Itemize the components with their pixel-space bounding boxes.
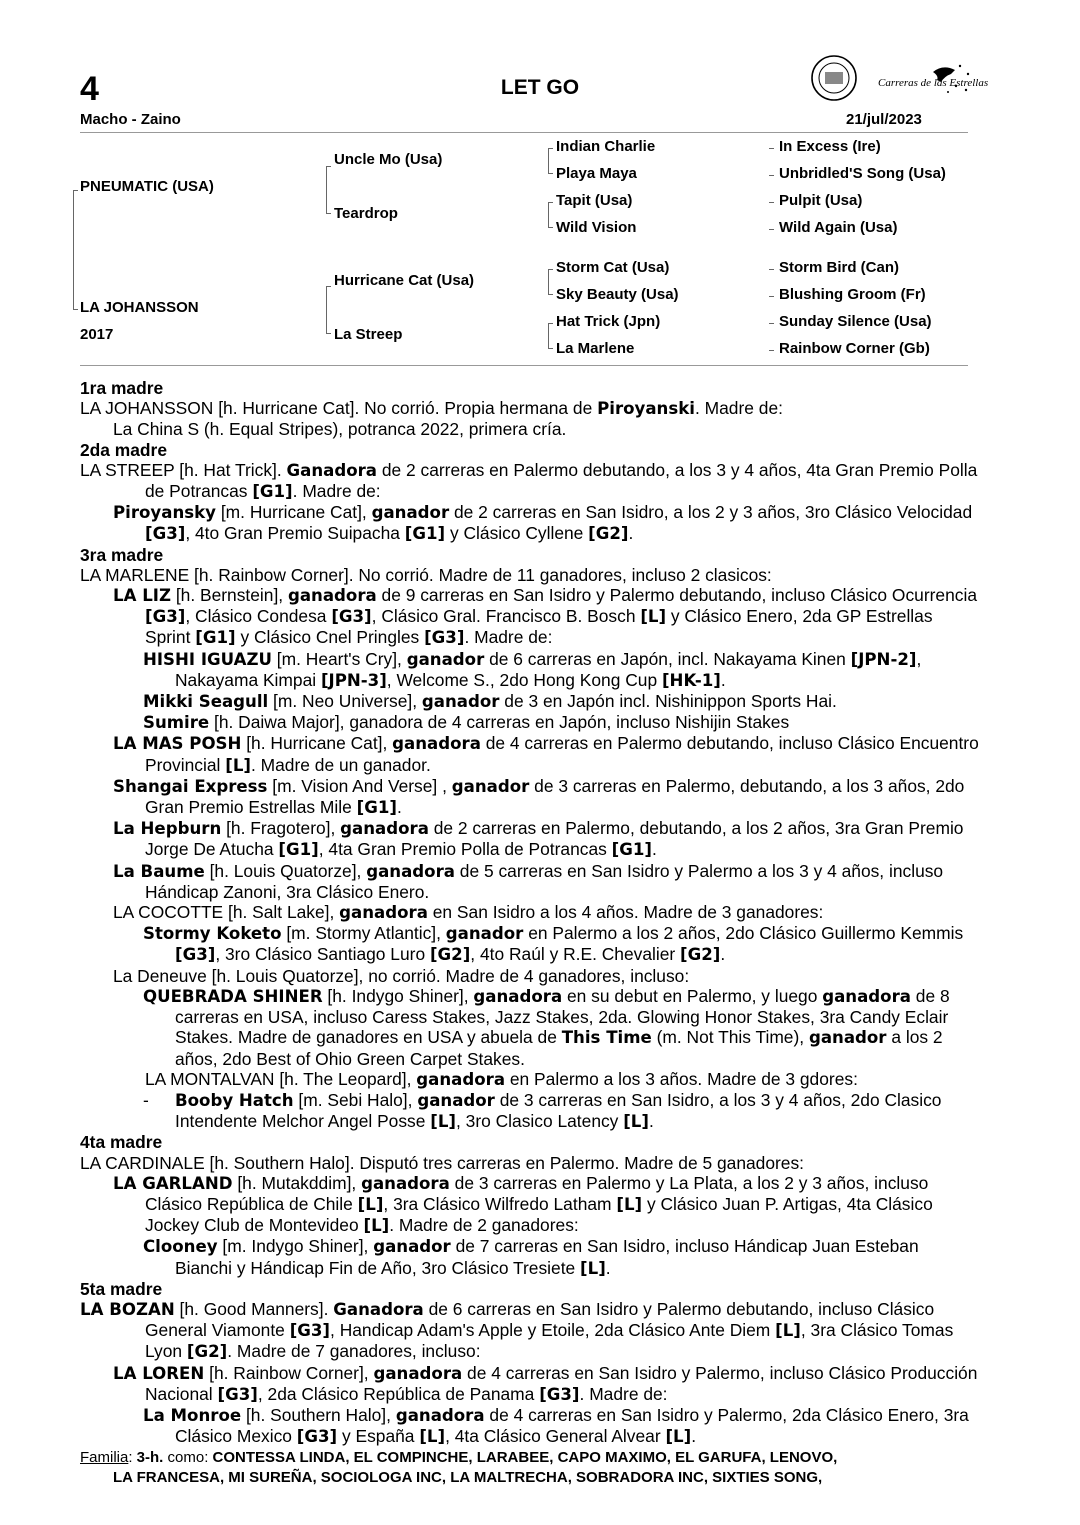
produce-entry: QUEBRADA SHINER [h. Indygo Shiner], ganadora en su debut en Palermo, y luego ganadora de 8 carreras en USA, incluso Caress Stakes, Jazz Stakes, 2da. Glowing Honor Stakes, 3ra Candy Eclair Stakes. Madre de ganadores en USA y abuela de This Time (m. Not This Time), ganador a los 2 años, 2do Best of Ohio Green Carpet Stakes.: [143, 985, 950, 1069]
produce-entry: La Monroe [h. Southern Halo], ganadora de 4 carreras en San Isidro y Palermo, 2da Clásico Enero, 3ra Clásico Mexico [G3] y España [L], 4ta Clásico General Alvear [L].: [143, 1404, 969, 1447]
logo: [808, 56, 989, 106]
produce-entry: LA COCOTTE [h. Salt Lake], ganadora en San Isidro a los 4 años. Madre de 3 ganadores:: [113, 902, 824, 923]
header-rule: [80, 132, 968, 133]
produce-entry: Mikki Seagull [m. Neo Universe], ganador de 3 en Japón incl. Nishinippon Sports Hai.: [143, 691, 837, 712]
ped-g4-2: Unbridled'S Song (Usa): [779, 165, 946, 182]
horse-name: LET GO: [500, 76, 580, 99]
produce-entry: LA MONTALVAN [h. The Leopard], ganadora en Palermo a los 3 años. Madre de 3 gdores:: [145, 1068, 858, 1089]
ped-g4-4: Wild Again (Usa): [779, 219, 898, 236]
dam-entry: LA JOHANSSON [h. Hurricane Cat]. No corrió. Propia hermana de Piroyanski. Madre de:: [80, 398, 783, 419]
ped-g3-6: Sky Beauty (Usa): [556, 286, 679, 303]
ped-g3-5: Storm Cat (Usa): [556, 259, 670, 276]
ped-dam: LA JOHANSSON: [80, 299, 199, 316]
ped-g4-6: Blushing Groom (Fr): [779, 286, 926, 303]
ped-bracket-g1: [73, 190, 78, 310]
produce-entry: LA LIZ [h. Bernstein], ganadora de 9 carreras en San Isidro y Palermo debutando, incluso Clásico Ocurrencia [G3], Clásico Condesa [G3], Clásico Gral. Francisco B. Bosch [L] y Clásico Enero, 2da GP Estrellas Sprint [G1] y Clásico Cnel Pringles [G3]. Madre de:: [113, 585, 977, 648]
ped-g4-3: Pulpit (Usa): [779, 192, 863, 209]
ped-g4-8: Rainbow Corner (Gb): [779, 340, 930, 357]
ped-g2-1: Uncle Mo (Usa): [334, 151, 443, 168]
produce-entry: LA LOREN [h. Rainbow Corner], ganadora de 4 carreras en San Isidro y Palermo, incluso Clásico Producción Nacional [G3], 2da Clásico República de Panama [G3]. Madre de:: [113, 1362, 978, 1404]
catalog-number: 4: [80, 70, 99, 108]
ped-dash: [769, 202, 774, 203]
pedigree-rule: [80, 365, 968, 366]
ped-g4-7: Sunday Silence (Usa): [779, 313, 932, 330]
ped-dash: [769, 269, 774, 270]
ped-g3-4: Wild Vision: [556, 219, 637, 236]
produce-record: [80, 378, 980, 1488]
logo-emblem-icon: [808, 56, 989, 106]
sale-date: 21/jul/2023: [846, 111, 922, 128]
ped-g2-4: La Streep: [334, 326, 403, 343]
ped-bracket-g2a: [326, 166, 331, 214]
ped-bracket-g3a: [548, 148, 553, 174]
ped-bracket-g2b: [326, 286, 331, 334]
logo-text: Carreras de las Estrellas: [878, 77, 989, 89]
ped-g3-7: Hat Trick (Jpn): [556, 313, 661, 330]
produce-entry: HISHI IGUAZU [m. Heart's Cry], ganador de 6 carreras en Japón, incl. Nakayama Kinen [JPN-2], Nakayama Kimpai [JPN-3], Welcome S., 2do Hong Kong Cup [HK-1].: [143, 648, 922, 690]
ped-bracket-g3d: [548, 323, 553, 349]
familia-line: Familia: 3-h. como: CONTESSA LINDA, EL COMPINCHE, LARABEE, CAPO MAXIMO, EL GARUFA, LENOVO,: [80, 1449, 838, 1467]
dam-entry: LA CARDINALE [h. Southern Halo]. Disputó tres carreras en Palermo. Madre de 5 ganadores:: [80, 1152, 805, 1173]
produce-entry: LA GARLAND [h. Mutakddim], ganadora de 3 carreras en Palermo y La Plata, a los 2 y 3 años, incluso Clásico República de Chile [L], 3ra Clásico Wilfredo Latham [L] y Clásico Juan P. Artigas, 4ta Clásico Jockey Club de Montevideo [L]. Madre de 2 ganadores:: [113, 1172, 933, 1236]
produce-entry: - Booby Hatch [m. Sebi Halo], ganador de 3 carreras en San Isidro, a los 3 y 4 años, 2do Clasico Intendente Melchor Angel Posse [L], 3ro Clasico Latency [L].: [143, 1089, 942, 1132]
ped-dash: [769, 229, 774, 230]
section-heading: 3ra madre: [80, 544, 164, 565]
ped-dash: [769, 323, 774, 324]
section-heading: 5ta madre: [80, 1278, 163, 1299]
produce-entry: Shangai Express [m. Vision And Verse] , ganador de 3 carreras en Palermo, debutando, a los 3 años, 2do Gran Premio Estrellas Mile [G1].: [113, 775, 965, 818]
ped-bracket-g3b: [548, 202, 553, 228]
dam-entry: LA STREEP [h. Hat Trick]. Ganadora de 2 carreras en Palermo debutando, a los 3 y 4 años, 4ta Gran Premio Polla de Potrancas [G1]. Madre de:: [80, 459, 978, 502]
produce-entry: La Hepburn [h. Fragotero], ganadora de 2 carreras en Palermo, debutando, a los 2 años, 3ra Gran Premio Jorge De Atucha [G1], 4ta Gran Premio Polla de Potrancas [G1].: [113, 818, 964, 860]
ped-g3-1: Indian Charlie: [556, 138, 656, 155]
ped-dash: [769, 296, 774, 297]
ped-sire: PNEUMATIC (USA): [80, 178, 214, 195]
produce-entry: La China S (h. Equal Stripes), potranca 2022, primera cría.: [113, 419, 567, 440]
ped-g2-3: Hurricane Cat (Usa): [334, 272, 475, 289]
dam-entry: LA BOZAN [h. Good Manners]. Ganadora de 6 carreras en San Isidro y Palermo debutando, incluso Clásico General Viamonte [G3], Handicap Adam's Apple y Etoile, 2da Clásico Ante Diem [L], 3ra Clásico Tomas Lyon [G2]. Madre de 7 ganadores, incluso:: [80, 1298, 954, 1362]
section-heading: 4ta madre: [80, 1132, 163, 1153]
ped-dash: [769, 148, 774, 149]
produce-entry: La Baume [h. Louis Quatorze], ganadora de 5 carreras en San Isidro y Palermo a los 3 y 4 años, incluso Hándicap Zanoni, 3ra Clásico Enero.: [113, 860, 944, 902]
ped-g2-2: Teardrop: [334, 205, 398, 222]
ped-dam-year: 2017: [80, 326, 114, 343]
produce-entry: La Deneuve [h. Louis Quatorze], no corrió. Madre de 4 ganadores, incluso:: [113, 965, 690, 986]
familia-line: LA FRANCESA, MI SUREÑA, SOCIOLOGA INC, LA MALTRECHA, SOBRADORA INC, SIXTIES SONG,: [113, 1469, 823, 1487]
produce-entry: LA MAS POSH [h. Hurricane Cat], ganadora de 4 carreras en Palermo debutando, incluso Clásico Encuentro Provincial [L]. Madre de un ganador.: [113, 733, 979, 775]
produce-entry: Sumire [h. Daiwa Major], ganadora de 4 carreras en Japón, incluso Nishijin Stakes: [143, 712, 790, 733]
section-heading: 2da madre: [80, 439, 167, 460]
produce-entry: Stormy Koketo [m. Stormy Atlantic], ganador en Palermo a los 2 años, 2do Clásico Guillermo Kemmis [G3], 3ro Clásico Santiago Luro [G2], 4to Raúl y R.E. Chevalier [G2].: [143, 923, 964, 965]
dam-entry: LA MARLENE [h. Rainbow Corner]. No corrió. Madre de 11 ganadores, incluso 2 clasicos:: [80, 564, 772, 585]
ped-g3-8: La Marlene: [556, 340, 635, 357]
produce-entry: Piroyansky [m. Hurricane Cat], ganador de 2 carreras en San Isidro, a los 2 y 3 años, 3ro Clásico Velocidad [G3], 4to Gran Premio Suipacha [G1] y Clásico Cyllene [G2].: [113, 502, 973, 544]
section-heading: 1ra madre: [80, 378, 164, 398]
sex-color: Macho - Zaino: [80, 111, 181, 128]
ped-g3-2: Playa Maya: [556, 165, 637, 182]
ped-g3-3: Tapit (Usa): [556, 192, 633, 209]
ped-g4-5: Storm Bird (Can): [779, 259, 899, 276]
ped-dash: [769, 350, 774, 351]
ped-dash: [769, 175, 774, 176]
produce-entry: Clooney [m. Indygo Shiner], ganador de 7 carreras en San Isidro, incluso Hándicap Juan Esteban Bianchi y Hándicap Fin de Año, 3ro Clásico Tresiete [L].: [143, 1236, 919, 1278]
ped-g4-1: In Excess (Ire): [779, 138, 881, 155]
ped-bracket-g3c: [548, 269, 553, 295]
